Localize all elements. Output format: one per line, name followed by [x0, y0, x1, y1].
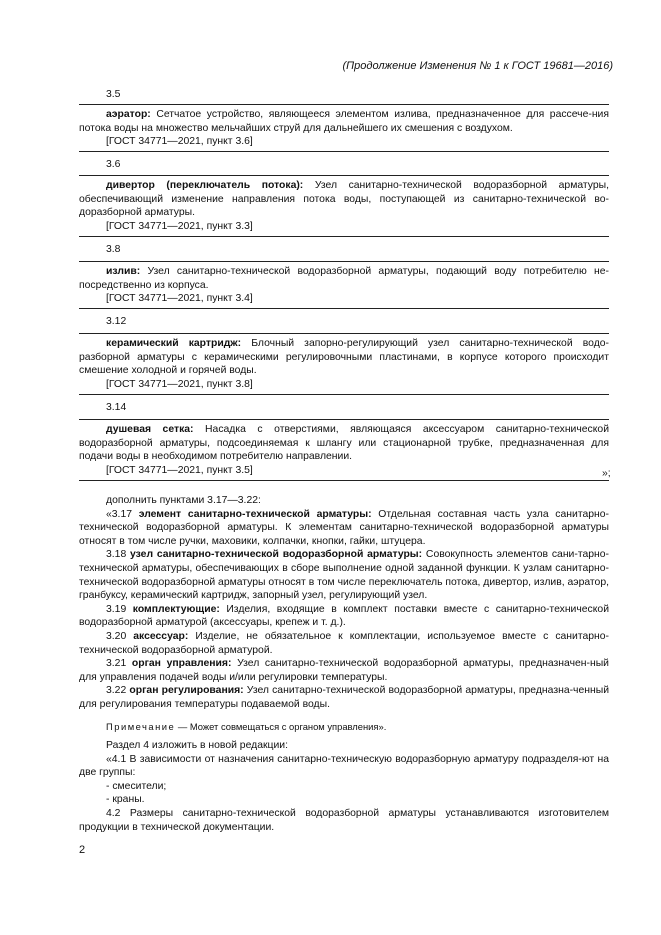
definition-3-19: 3.19 комплектующие: Изделия, входящие в комплект поставки вместе с санитарно-технической водоразборной арматурой (аксессуары, крепеж и т. д.).	[79, 603, 609, 629]
term-reference: [ГОСТ 34771—2021, пункт 3.8]	[106, 378, 253, 390]
definition-3-17: «3.17 элемент санитарно-технической арматуры: Отдельная составная часть узла санитарно-технической водоразборной арматуры. К элементам санитарно-технической водоразборной арматуры относят в том числе ручки, маховики, колпачки, кнопки, гайки, штуцера.	[79, 508, 610, 547]
term-definition-box	[79, 261, 609, 309]
term-text: Насадка с отверстиями, являющаяся аксессуаром санитарно-технической водоразборной арматуры, подсоединяемая к шлангу или стационарной трубке, предназначенная для подачи воды в необходимом потребителю направлении.	[79, 424, 609, 463]
term-number: 3.14	[106, 402, 127, 413]
term-number: 3.12	[106, 316, 127, 327]
page-number: 2	[79, 844, 86, 856]
intro-line: дополнить пунктами 3.17—3.22:	[106, 495, 261, 506]
definition-3-22: 3.22 орган регулирования: Узел санитарно-технической водоразборной арматуры, предназна-ченный для регулирования температуры подаваемой воды.	[79, 685, 609, 710]
definition-3-18: 3.18 узел санитарно-технической водоразборной арматуры: Совокупность элементов сани-тарно-технической арматуры, обеспечивающих в сборе выполнение одной заданной функции. К узлам санитарно-технической водоразборной арматуры относят в том числе переключатель потока, дивертор, излив, аэратор, гранбуксу, керамический картридж, запорный узел, регулирующий узел.	[79, 549, 609, 602]
amendment-body	[79, 494, 609, 834]
running-header: (Продолжение Изменения № 1 к ГОСТ 19681—2016)	[342, 60, 613, 72]
term-text: Узел санитарно-технической водоразборной арматуры, обеспечивающий изменение направления потока воды, поступающей из санитарно-технической во-доразборной арматуры.	[79, 180, 609, 219]
term-name: керамический картридж:	[106, 338, 242, 349]
term-definition-box	[79, 419, 609, 481]
term-definition-box	[79, 333, 609, 395]
term-number: 3.5	[106, 89, 121, 100]
term-text: Сетчатое устройство, являющееся элементом излива, предназначенное для рассече-ния потока воды на множество мельчайших струй для дальнейшего их смешения с воздухом.	[79, 109, 609, 134]
term-reference: [ГОСТ 34771—2021, пункт 3.4]	[106, 293, 253, 305]
term-definition-box	[79, 104, 609, 152]
paragraph-4-1: «4.1 В зависимости от назначения санитарно-техническую водоразборную арматуру подразделя-ют на две группы:	[79, 753, 609, 779]
term-reference: [ГОСТ 34771—2021, пункт 3.5]	[106, 464, 253, 476]
term-name: душевая сетка:	[106, 424, 194, 435]
list-item: - краны.	[106, 794, 145, 806]
closing-quote: »;	[602, 468, 611, 479]
term-number: 3.8	[106, 244, 121, 255]
term-name: дивертор (переключатель потока):	[106, 180, 304, 191]
term-text: Узел санитарно-технической водоразборной арматуры, подающий воду потребителю не-посредственно из корпуса.	[79, 266, 609, 291]
definition-3-20: 3.20 аксессуар: Изделие, не обязательное к комплектации, используемое вместе с санитарно-технической водоразборной арматурой.	[79, 630, 610, 656]
term-reference: [ГОСТ 34771—2021, пункт 3.6]	[106, 136, 253, 148]
paragraph-4-2: 4.2 Размеры санитарно-технической водоразборной арматуры устанавливаются изготовителем продукции в технической документации.	[79, 808, 609, 833]
term-name: излив:	[106, 266, 141, 277]
term-text: Блочный запорно-регулирующий узел санитарно-технической водо-разборной арматуры с керамическими регулировочными пластинами, в корпусе которого происходит смешение холодной и горячей воды.	[79, 338, 609, 377]
list-item: - смесители;	[106, 780, 167, 792]
term-definition-box	[79, 175, 609, 237]
section-intro: Раздел 4 изложить в новой редакции:	[106, 740, 288, 752]
note: Примечание — Может совмещаться с органом управления».	[106, 720, 387, 732]
term-number: 3.6	[106, 159, 121, 170]
definition-3-21: 3.21 орган управления: Узел санитарно-технической водоразборной арматуры, предназначен-ный для управления подачей воды и/или регулировки температуры.	[79, 658, 609, 683]
term-name: аэратор:	[106, 109, 151, 120]
term-reference: [ГОСТ 34771—2021, пункт 3.3]	[106, 220, 253, 232]
